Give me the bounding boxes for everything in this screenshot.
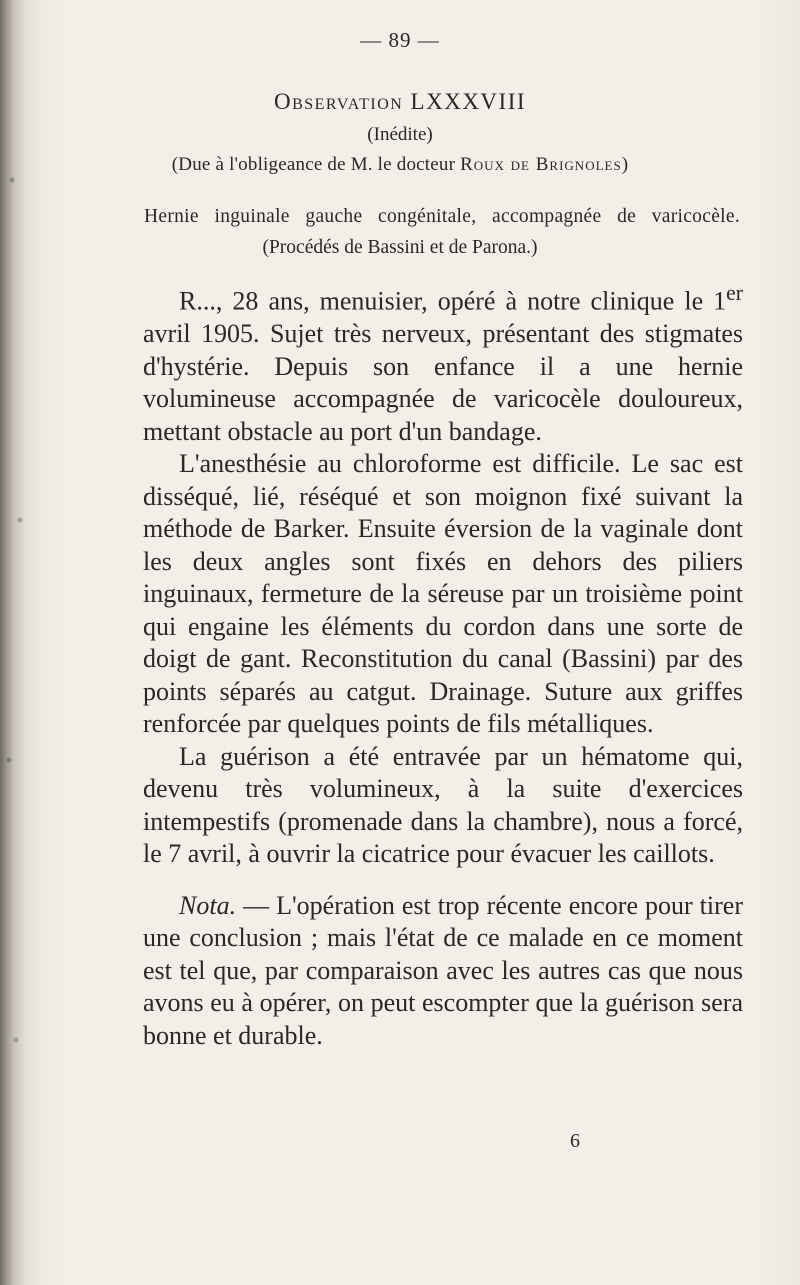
ordinal-superscript: er: [726, 281, 743, 305]
case-body: [143, 277, 743, 1052]
attribution-line: [0, 154, 800, 176]
history-text-start: R..., 28 ans, menuisier, opéré à notre clinique le 1: [179, 286, 727, 316]
paragraph-history: [143, 277, 743, 448]
paragraph-outcome: La guérison a été entravée par un hématome qui, devenu très volumineux, à la suite d'exercices intempestifs (promenade dans la chambre), nous a forcé, le 7 avril, à ouvrir la cicatrice pour évacuer les caillots.: [143, 741, 743, 869]
observation-title: Observation LXXXVIII: [273, 89, 527, 114]
inedite-note: (Inédite): [367, 124, 433, 145]
paragraph-nota: [143, 890, 743, 1053]
attribution-suffix: ): [621, 154, 629, 175]
case-procedures: (Procédés de Bassini et de Parona.): [262, 237, 538, 258]
attribution-prefix: (Due à l'obligeance de M. le docteur: [171, 154, 461, 175]
page-number: — 89 —: [360, 28, 440, 52]
signature-mark: 6: [570, 1130, 580, 1152]
case-subject: Hernie inguinale gauche congénitale, accompagnée de varicocèle.: [144, 206, 740, 227]
book-spine-shadow: [0, 0, 40, 1285]
nota-text: — L'opération est trop récente encore pour tirer une conclusion ; mais l'état de ce malade en ce moment est tel que, par comparaison avec les autres cas que nous avons eu à opérer, on peut escompter que la guérison sera bonne et durable.: [143, 890, 743, 1050]
attribution-name: Roux de Brignoles: [460, 154, 622, 175]
history-text-end: avril 1905. Sujet très nerveux, présentant des stigmates d'hystérie. Depuis son enfance il a une hernie volumineuse accompagnée de varicocèle douloureux, mettant obstacle au port d'un bandage.: [143, 319, 743, 446]
nota-label: Nota.: [179, 890, 237, 920]
paragraph-operation: L'anesthésie au chloroforme est difficile. Le sac est disséqué, lié, réséqué et son moignon fixé suivant la méthode de Barker. Ensuite éversion de la vaginale dont les deux angles sont fixés en dehors des piliers inguinaux, fermeture de la séreuse par un troisième point qui engaine les éléments du cordon dans une sorte de doigt de gant. Reconstitution du canal (Bassini) par des points séparés au catgut. Drainage. Suture aux griffes renforcée par quelques points de fils métalliques.: [143, 449, 743, 739]
